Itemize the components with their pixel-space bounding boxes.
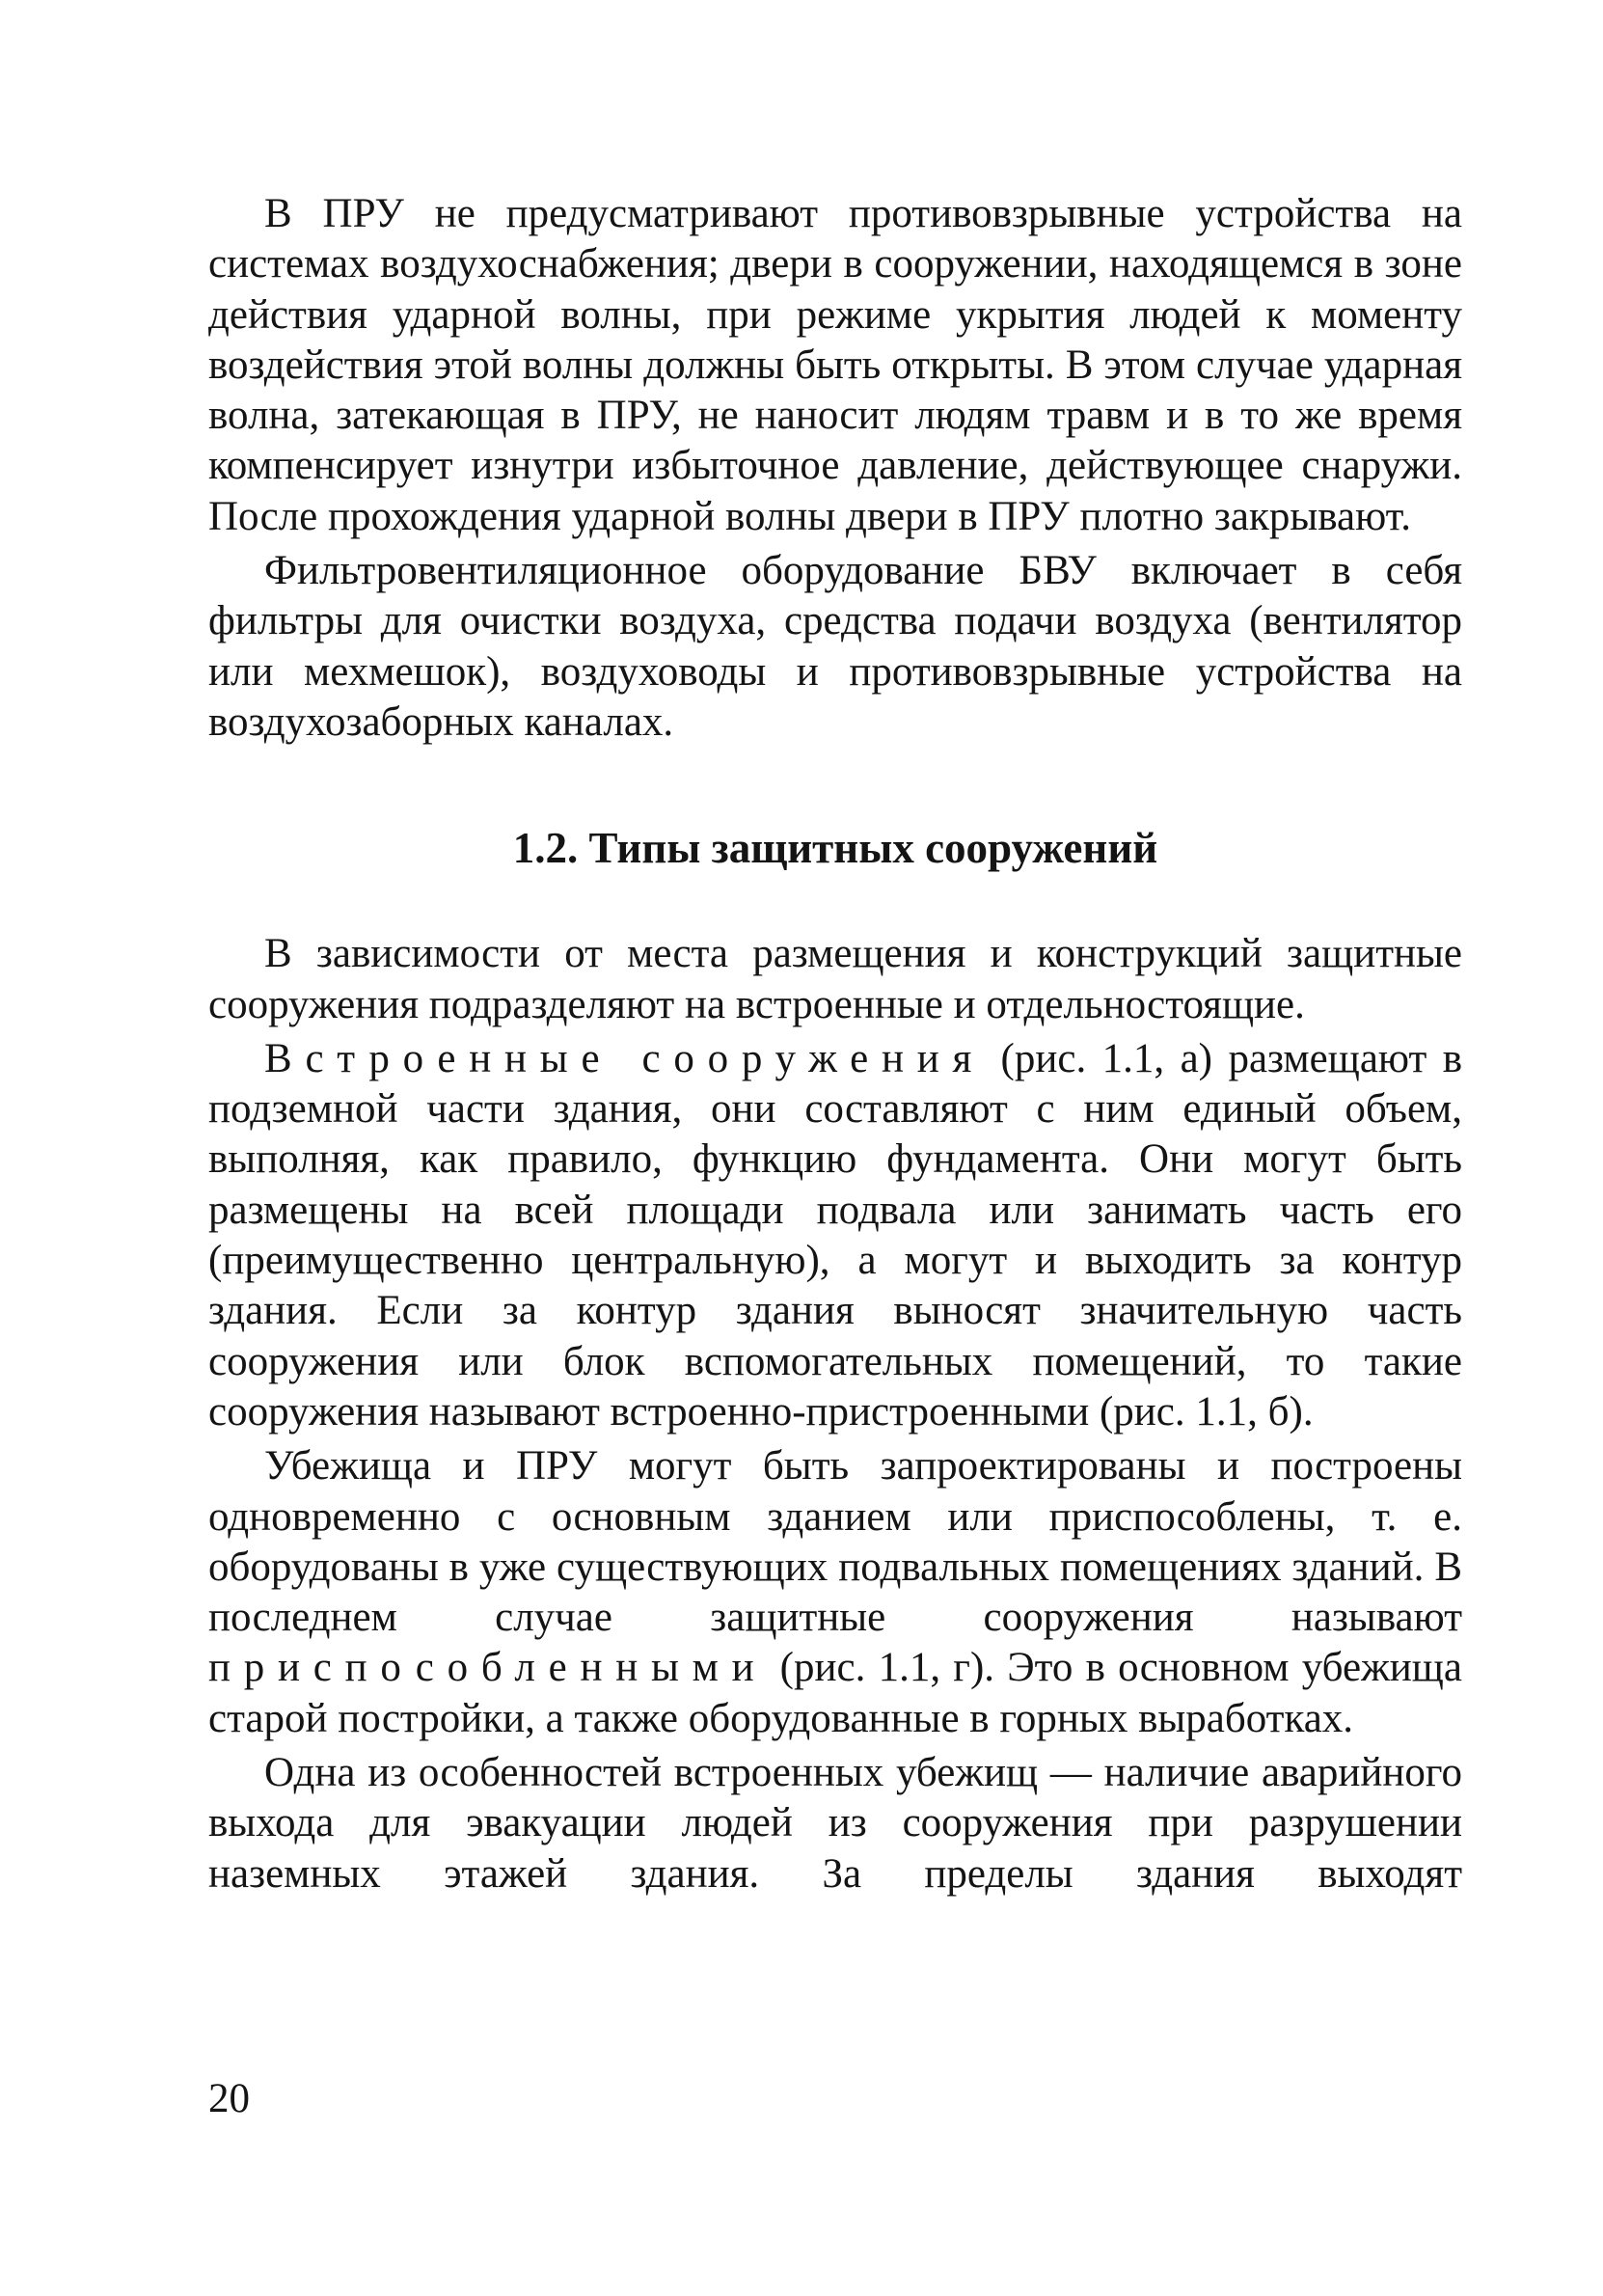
paragraph-1: В ПРУ не предусматривают противовзрывные устройства на системах воздухоснабжения; двери в сооружении, находящемся в зоне действия ударной волны, при режиме укрытия людей к моменту воздействия этой волны должны быть открыты. В этом случае ударная волна, затекающая в ПРУ, не наносит людям травм и в то же время компенсирует изнутри избыточное давление, действующее снаружи. После прохождения ударной волны двери в ПРУ плотно закрывают. (208, 191, 1462, 539)
paragraph-2: Фильтровентиляционное оборудование БВУ включает в себя фильтры для очистки воздуха, средства подачи воздуха (вентилятор или мехмешок), воздуховоды и противовзрывные устройства на воздухозаборных каналах. (208, 548, 1462, 745)
term-adapted: приспособленными (208, 1645, 768, 1691)
paragraph-3: В зависимости от места размещения и конструкций защитные сооружения подразделяют на встроенные и отдельностоящие. (208, 931, 1462, 1027)
paragraph-5-before: Убежища и ПРУ могут быть запроектированы и построены одновременно с основным зданием или приспособлены, т. е. оборудованы в уже существующих подвальных помещениях зданий. В последнем случае защитные сооружения называют (208, 1443, 1462, 1641)
paragraph-5-after: (рис. 1.1, г). Это в основном убежища старой постройки, а также оборудованные в горных выработках. (208, 1645, 1462, 1741)
term-built-in: Встроенные сооружения (264, 1035, 986, 1081)
paragraph-4-text: (рис. 1.1, а) размещают в подземной части здания, они составляют с ним единый объем, выполняя, как правило, функцию фундамента. Они могут быть размещены на всей площади подвала или занимать часть его (преимущественно центральную), а могут и выходить за контур здания. Если за контур здания выносят значительную часть сооружения или блок вспомогательных помещений, то такие сооружения называют встроенно-пристроенными (рис. 1.1, б). (208, 1035, 1462, 1435)
section-heading: 1.2. Типы защитных сооружений (512, 824, 1158, 873)
page-body (208, 189, 1462, 1900)
paragraph-4 (208, 1034, 1462, 1437)
page-number: 20 (208, 2076, 250, 2121)
paragraph-5 (208, 1441, 1462, 1744)
paragraph-6: Одна из особенностей встроенных убежищ — наличие аварийного выхода для эвакуации людей из сооружения при разрушении наземных этажей здания. За пределы здания выходят (208, 1750, 1462, 1897)
